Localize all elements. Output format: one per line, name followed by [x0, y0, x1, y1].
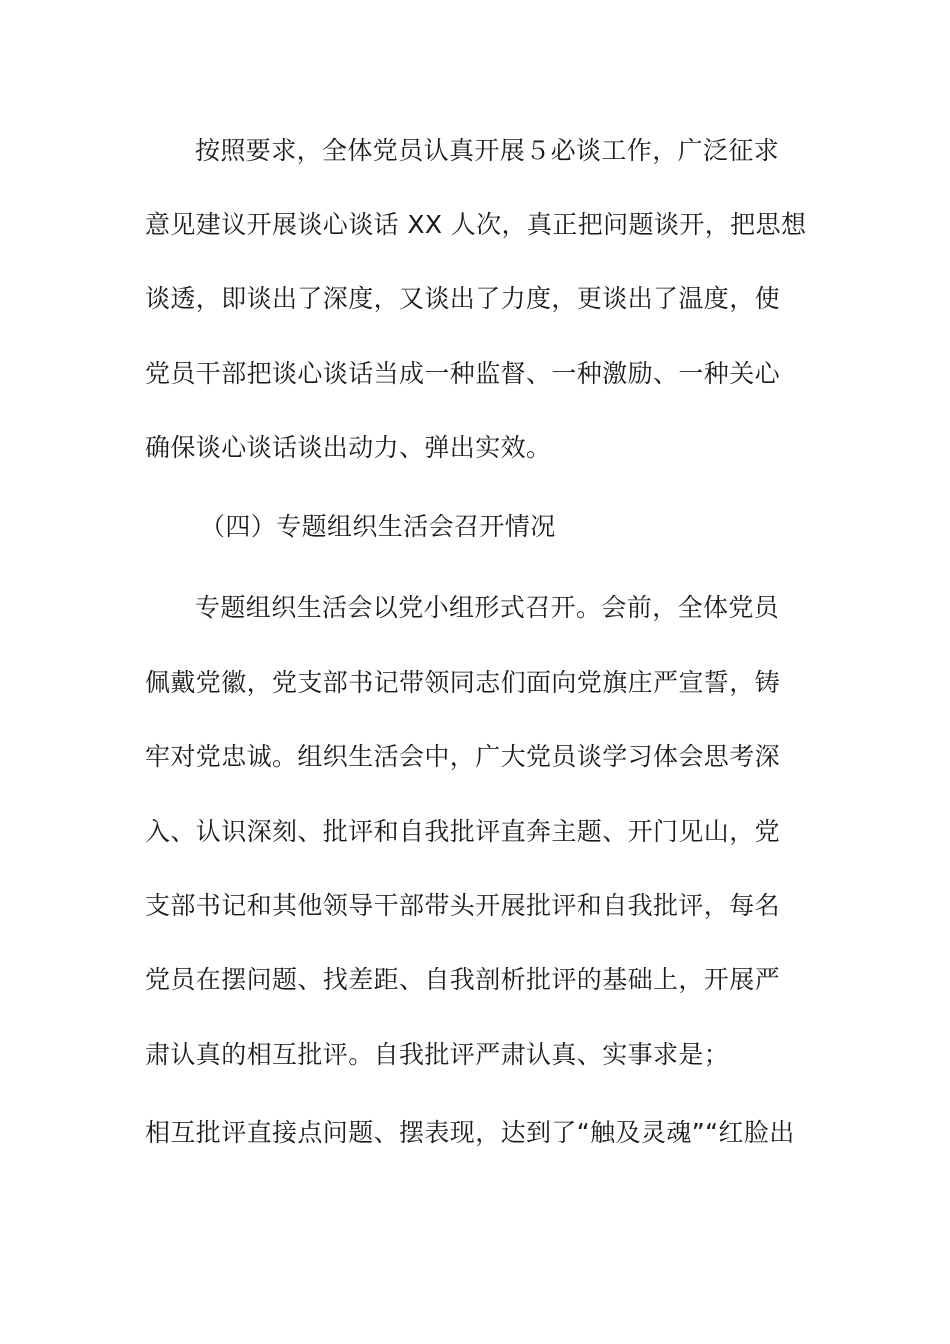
paragraph-line: 党员干部把谈心谈话当成一种监督、一种激励、一种关心	[145, 359, 781, 388]
paragraph-line: 确保谈心谈话谈出动力、弹出实效。	[145, 433, 552, 462]
paragraph-line: 相互批评直接点问题、摆表现，达到了“触及灵魂”“红脸出	[145, 1118, 795, 1147]
paragraph-line: 专题组织生活会以党小组形式召开。会前，全体党员	[195, 593, 780, 622]
section-heading: （四）专题组织生活会召开情况	[200, 512, 556, 541]
paragraph-line: 支部书记和其他领导干部带头开展批评和自我批评，每名	[145, 891, 781, 920]
paragraph-line: 按照要求，全体党员认真开展５必谈工作，广泛征求	[195, 136, 780, 165]
paragraph-line: 入、认识深刻、批评和自我批评直奔主题、开门见山，党	[145, 817, 781, 846]
paragraph-line: 意见建议开展谈心谈话 XX 人次，真正把问题谈开，把思想	[145, 210, 807, 239]
paragraph-line: 肃认真的相互批评。自我批评严肃认真、实事求是；	[145, 1040, 730, 1069]
paragraph-line: 佩戴党徽，党支部书记带领同志们面向党旗庄严宣誓，铸	[145, 668, 781, 697]
paragraph-line: 牢对党忠诚。组织生活会中，广大党员谈学习体会思考深	[145, 742, 781, 771]
paragraph-line: 谈透，即谈出了深度，又谈出了力度，更谈出了温度，使	[145, 284, 781, 313]
paragraph-line: 党员在摆问题、找差距、自我剖析批评的基础上，开展严	[145, 965, 781, 994]
